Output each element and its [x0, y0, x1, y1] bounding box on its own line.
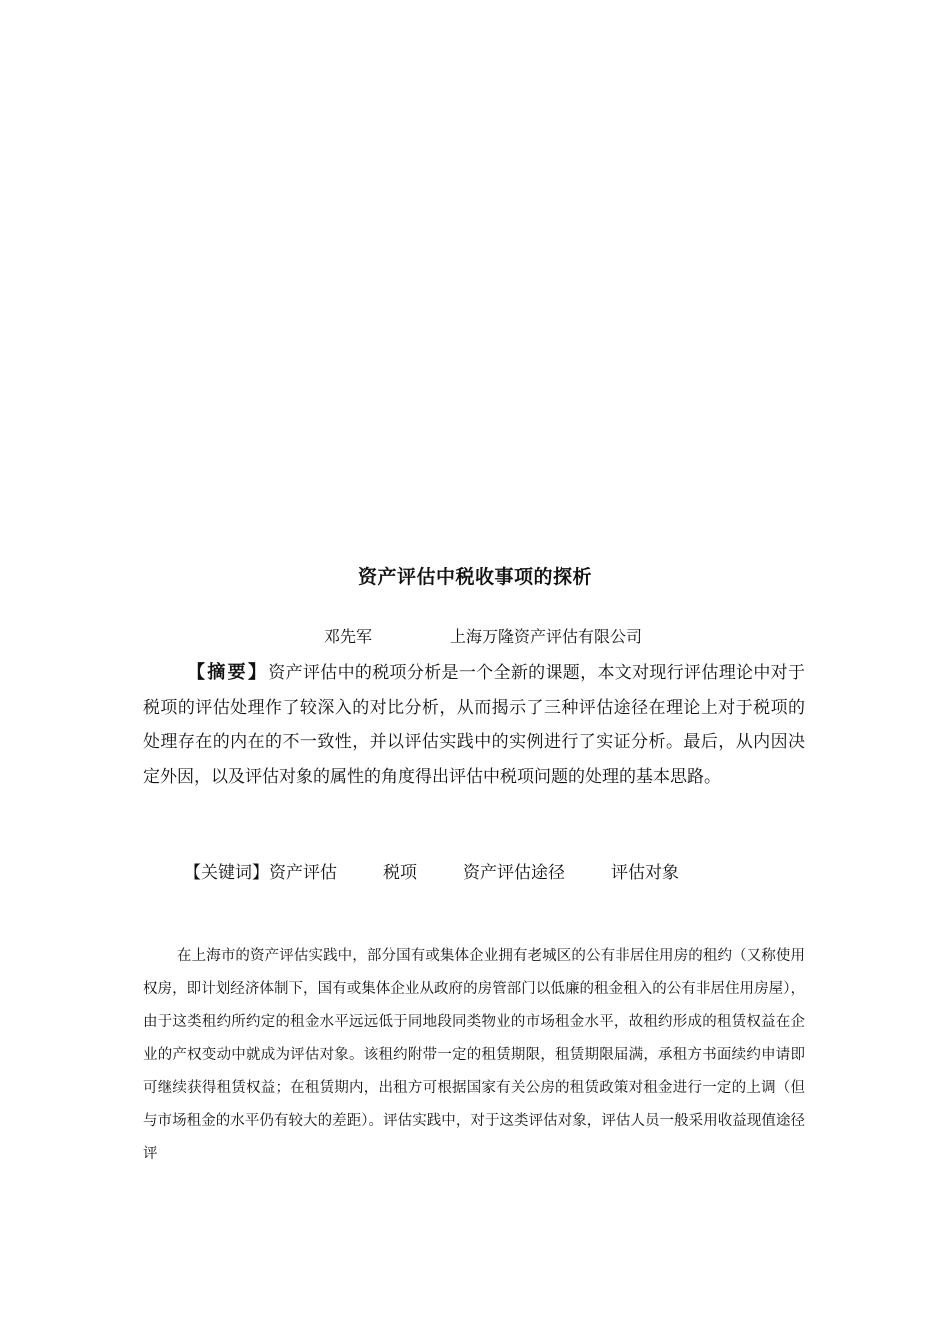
abstract-label: 【摘要】: [187, 662, 269, 683]
keyword: 资产评估: [269, 863, 337, 883]
keyword: 税项: [383, 863, 417, 883]
author-name: 邓先军: [324, 627, 373, 646]
keywords-label: 【关键词】: [184, 863, 269, 883]
keywords: [184, 858, 679, 883]
author-affiliation: 上海万隆资产评估有限公司: [450, 627, 643, 646]
keyword: 资产评估途径: [463, 863, 565, 883]
paper-title: 资产评估中税收事项的探析: [357, 566, 592, 588]
body-paragraph: 在上海市的资产评估实践中，部分国有或集体企业拥有老城区的公有非居住用房的租约（又称使用权房，即计划经济体制下，国有或集体企业从政府的房管部门以低廉的租金租入的公有非居住用房屋），由于这类租约所约定的租金水平远远低于同地段同类物业的市场租金水平，故租约形成的租赁权益在企业的产权变动中就成为评估对象。该租约附带一定的租赁期限，租赁期限届满，承租方书面续约申请即可继续获得租赁权益；在租赁期内，出租方可根据国家有关公房的租赁政策对租金进行一定的上调（但与市场租金的水平仍有较大的差距）。评估实践中，对于这类评估对象，评估人员一般采用收益现值途径评: [143, 948, 805, 1162]
keyword: 评估对象: [611, 863, 679, 883]
abstract-text: 资产评估中的税项分析是一个全新的课题，本文对现行评估理论中对于税项的评估处理作了较深入的对比分析，从而揭示了三种评估途径在理论上对于税项的处理存在的内在的不一致性，并以评估实践中的实例进行了实证分析。最后，从内因决定外因，以及评估对象的属性的角度得出评估中税项问题的处理的基本思路。: [143, 663, 806, 787]
abstract: [143, 656, 805, 794]
